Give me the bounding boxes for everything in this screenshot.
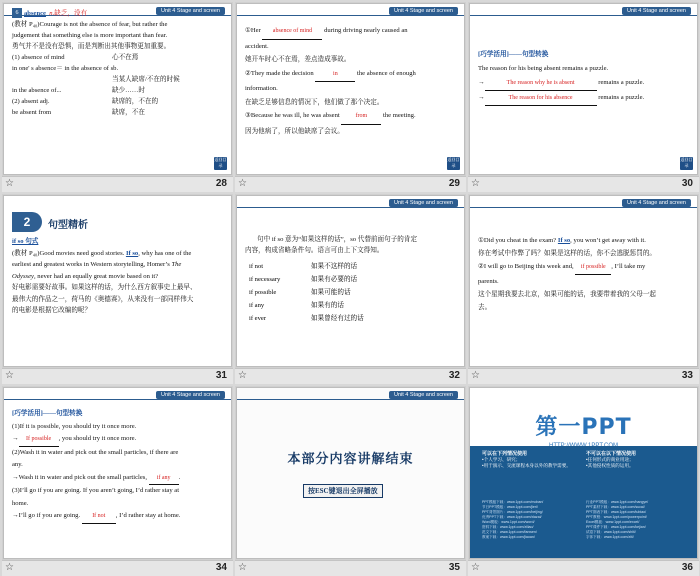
section-number: 2 — [12, 212, 42, 232]
star-icon[interactable]: ☆ — [5, 562, 14, 573]
slide-thumbnail-32[interactable] — [235, 194, 466, 384]
star-icon[interactable]: ☆ — [471, 562, 480, 573]
slide-footer — [468, 176, 699, 192]
link-item[interactable]: 资料下载：www.1ppt.com/ziliao/ — [482, 525, 534, 529]
license-panel — [470, 446, 697, 558]
slide-text: ①Did you cheat in the exam? If so, you won’t get away with it. 你在考试中作弊了吗？如果是这样的话，你不会逃脱惩罚的。 ②I will go to Beijing this week and, if possible , I’ll take my parents. 这个星期我要去北京，如果可能的话，我要带着我的父母一起 去。 — [478, 237, 657, 311]
link-item[interactable]: PPT素材下载：www.1ppt.com/sucai/ — [586, 505, 645, 509]
unit-header: Unit 4 Stage and screen — [389, 199, 458, 207]
link-item[interactable]: PPT背景图片：www.1ppt.com/beijing/ — [482, 510, 543, 514]
slide-footer — [468, 560, 699, 576]
slide-canvas — [3, 195, 232, 367]
link-item[interactable]: Word模板：www.1ppt.com/word/ — [482, 520, 535, 524]
slide-footer — [235, 176, 466, 192]
link-item[interactable]: 行业PPT模板：www.1ppt.com/hangye/ — [586, 500, 649, 504]
slide-text: [巧学活用]——句型转换 (1)If it is possible, you should try it once more. → If possible , you should try it once more. (2)Wash it in water and pick out the small particles, if there are any. →Wash it in water and pick out the small particles, if any . (3)I’ll go if you are going. If you aren’t going, I’d rather stay at home. →I’ll go if you are going. If not , I’d rather stay at home. — [12, 408, 223, 524]
slide-canvas — [236, 3, 465, 175]
header-rule — [4, 399, 231, 400]
slide-canvas — [236, 195, 465, 367]
slide-canvas — [469, 387, 698, 559]
table-row: if any 如果有的话 — [249, 302, 344, 309]
unit-header: Unit 4 Stage and screen — [156, 391, 225, 399]
link-list-right — [586, 500, 648, 540]
star-icon[interactable]: ☆ — [5, 370, 14, 381]
slide-number: 32 — [448, 370, 460, 381]
back-to-contents-button[interactable]: 返回目录 — [214, 157, 227, 168]
link-item[interactable]: PPT图表下载：www.1ppt.com/tubiao/ — [586, 510, 647, 514]
slide-canvas — [3, 3, 232, 175]
slide-footer — [2, 560, 233, 576]
slide-footer — [235, 368, 466, 384]
star-icon[interactable]: ☆ — [238, 178, 247, 189]
unit-header: Unit 4 Stage and screen — [622, 199, 691, 207]
link-item[interactable]: PPT模板下载：www.1ppt.com/moban/ — [482, 500, 544, 504]
phrase-table — [249, 260, 364, 325]
slide-thumbnail-30[interactable] — [468, 2, 699, 192]
unit-header: Unit 4 Stage and screen — [389, 391, 458, 399]
link-item[interactable]: 优秀PPT下载：www.1ppt.com/xiazai/ — [482, 515, 542, 519]
star-icon[interactable]: ☆ — [238, 370, 247, 381]
slide-canvas — [469, 195, 698, 367]
star-icon[interactable]: ☆ — [471, 370, 480, 381]
slide-text: ①Her absence of mind during driving nearly caused an accident. 她开车时心不在焉，差点造成事故。 ②They made the decision in the absence of enough information. 在缺乏足够信息的情况下，他们做了那个决定。 ③Because he was ill, he was absent from the meeting. 因为他病了，所以他缺席了会议。 — [245, 24, 456, 138]
slide-footer — [468, 368, 699, 384]
link-list-left — [482, 500, 543, 540]
slide-number: 35 — [448, 562, 460, 573]
back-to-contents-button[interactable]: 返回目录 — [447, 157, 460, 168]
section-header — [4, 212, 94, 234]
allowed-uses: 可以在下列情况使用 •个人学习、研究； •用于演示、交流课程本身以外的教学需要。 — [482, 451, 571, 468]
link-item[interactable]: 字体下载：www.1ppt.com/ziti/ — [586, 535, 634, 539]
slide-thumbnail-29[interactable] — [235, 2, 466, 192]
slide-footer — [235, 560, 466, 576]
slide-text: if so 句式 (教材 P₄₀)Good movies need good stories. If so, why has one of the earliest and greatest works in Western storytelling, Homer’s The Odyssey, never had an equally great movie based on it? 好电影需要好故事。如果这样的话，为什么西方叙事史上最早、 最伟大的作品之一，荷马的《奥德赛》，从来没有一部同样伟大 的电影是根据它改编的呢？ — [12, 238, 197, 314]
slide-thumbnail-34[interactable] — [2, 386, 233, 576]
slide-thumbnail-28[interactable] — [2, 2, 233, 192]
slide-canvas — [3, 387, 232, 559]
slide-canvas — [236, 387, 465, 559]
header-rule — [237, 399, 464, 400]
slide-number: 30 — [681, 178, 693, 189]
slide-thumbnail-35[interactable] — [235, 386, 466, 576]
slide-number: 36 — [681, 562, 693, 573]
section-title: 句型精析 — [48, 220, 88, 231]
back-to-contents-button[interactable]: 返回目录 — [680, 157, 693, 168]
unit-header: Unit 4 Stage and screen — [389, 7, 458, 15]
link-item[interactable]: 试卷下载：www.1ppt.com/shiti/ — [586, 530, 636, 534]
logo-text: 第一PPT — [535, 415, 632, 440]
slide-thumbnail-31[interactable] — [2, 194, 233, 384]
link-item[interactable]: PPT教程：www.1ppt.com/powerpoint/ — [586, 515, 647, 519]
star-icon[interactable]: ☆ — [5, 178, 14, 189]
header-rule — [237, 15, 464, 16]
link-item[interactable]: 节日PPT模板：www.1ppt.com/jieri/ — [482, 505, 538, 509]
slide-number: 28 — [215, 178, 227, 189]
slide-number: 29 — [448, 178, 460, 189]
table-row: if necessary 如果有必要的话 — [249, 276, 358, 283]
header-rule — [470, 15, 697, 16]
header-rule — [237, 207, 464, 208]
link-item[interactable]: Excel模板：www.1ppt.com/excel/ — [586, 520, 640, 524]
unit-header: Unit 4 Stage and screen — [156, 7, 225, 15]
table-row: if possible 如果可能的话 — [249, 289, 351, 296]
slide-text: 6 absence n.缺乏，没有 (教材 P₄₀)Courage is not the absence of fear, but rather the judgement that something else is more important than fear. 勇气并不是没有恐惧，而是判断出其他事物更加重要。 (1) absence of mind 心不在焉 in one' s absence＝ in the absence of sb. 当某人缺席/不在的时候 in the absence of... 缺少……时 (2) absent adj. 缺席的，不在的 be absent from 缺席，不在 — [12, 10, 180, 116]
star-icon[interactable]: ☆ — [471, 178, 480, 189]
forbidden-uses: 不可以在以下情况使用 •任何形式的商业用途； •其他侵权性质的运用。 — [586, 451, 637, 468]
end-title: 本部分内容讲解结束 — [287, 452, 414, 467]
slide-number: 31 — [215, 370, 227, 381]
header-rule — [470, 207, 697, 208]
link-item[interactable]: 教案下载：www.1ppt.com/jiaoan/ — [482, 535, 535, 539]
slide-thumbnail-33[interactable] — [468, 194, 699, 384]
slide-thumbnail-36[interactable] — [468, 386, 699, 576]
slide-footer — [2, 368, 233, 384]
number-icon: 6 — [12, 8, 22, 18]
slide-number: 33 — [681, 370, 693, 381]
slide-intro: 句中 if so 意为“如果这样的话”，so 代替前面句子的肯定 内容，构成省略条件句。语言可由上下文得知。 — [245, 236, 418, 254]
link-item[interactable]: 范文下载：www.1ppt.com/fanwen/ — [482, 530, 537, 534]
star-icon[interactable]: ☆ — [238, 562, 247, 573]
link-item[interactable]: PPT课件下载：www.1ppt.com/kejian/ — [586, 525, 646, 529]
esc-exit-button[interactable]: 按ESC键退出全屏播放 — [303, 484, 383, 498]
slide-footer — [2, 176, 233, 192]
table-row: if ever 如果曾经有过的话 — [249, 315, 364, 322]
table-row: if not 如果不这样的话 — [249, 263, 358, 270]
slide-canvas — [469, 3, 698, 175]
slide-text: [巧学活用]——句型转换 The reason for his being absent remains a puzzle. → The reason why he is absent remains a puzzle. → The reason for his absence remains a puzzle. — [478, 48, 689, 106]
slide-number: 34 — [215, 562, 227, 573]
unit-header: Unit 4 Stage and screen — [622, 7, 691, 15]
